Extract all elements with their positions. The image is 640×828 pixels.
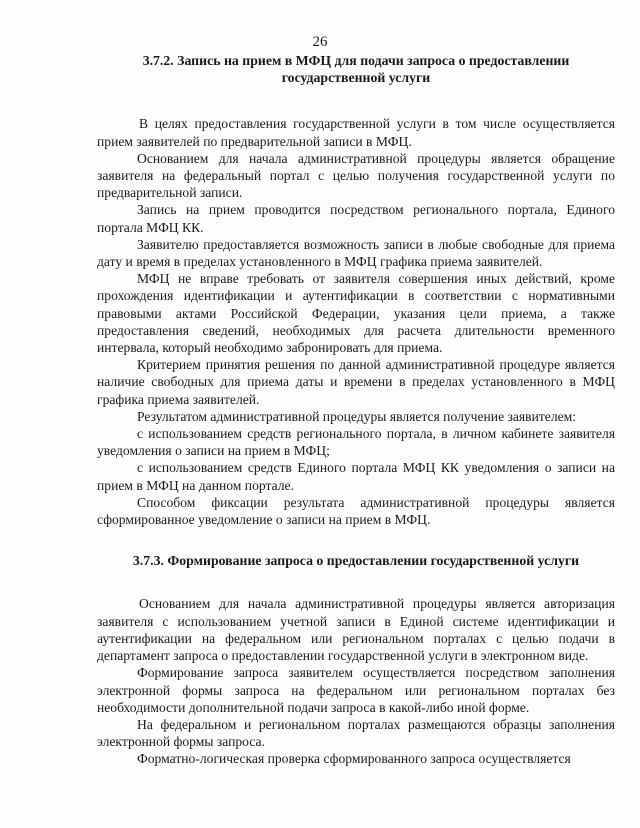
paragraph: На федеральном и региональном порталах размещаются образцы заполнения электронной формы запроса.	[97, 716, 615, 750]
section-heading-3-7-3: 3.7.3. Формирование запроса о предоставлении государственной услуги	[132, 553, 580, 569]
paragraph: В целях предоставления государственной услуги в том числе осуществляется прием заявителей по предварительной записи в МФЦ.	[97, 116, 615, 149]
page-number: 26	[312, 34, 328, 50]
paragraph: Основанием для начала административной процедуры является авторизация заявителя с использованием учетной записи в Единой системе идентификации и аутентификации на федеральном или региональном порталах с целью подачи в департамент запроса о предоставлении государственной услуги в электронном виде.	[97, 596, 615, 664]
paragraph: Форматно-логическая проверка сформированного запроса осуществляется	[137, 751, 571, 767]
paragraph: Способом фиксации результата административной процедуры является сформированное уведомление о записи на прием в МФЦ.	[97, 494, 615, 528]
paragraph: Критерием принятия решения по данной административной процедуре является наличие свободных для приема даты и времени в пределах установленного в МФЦ графика приема заявителей.	[97, 357, 615, 407]
document-body	[97, 52, 615, 768]
paragraph: Заявителю предоставляется возможность записи в любые свободные для приема дату и время в пределах установленного в МФЦ графика приема заявителей.	[97, 236, 615, 270]
paragraph: Формирование запроса заявителем осуществляется посредством заполнения электронной формы запроса на федеральном или региональном порталах без необходимости дополнительной подачи запроса в какой-либо иной форме.	[97, 665, 615, 715]
paragraph: Результатом административной процедуры является получение заявителем:	[137, 408, 577, 424]
paragraph: МФЦ не вправе требовать от заявителя совершения иных действий, кроме прохождения идентификации и аутентификации в соответствии с нормативными правовыми актами Российской Федерации, указания цели приема, а также предоставления сведений, необходимых для расчета длительности временного интервала, который необходимо забронировать для приема.	[97, 271, 615, 356]
section-heading-3-7-2: 3.7.2. Запись на прием в МФЦ для подачи запроса о предоставлении государственной услуги	[142, 53, 570, 86]
paragraph: с использованием средств Единого портала МФЦ КК уведомления о записи на прием в МФЦ на данном портале.	[97, 460, 615, 493]
paragraph: Основанием для начала административной процедуры является обращение заявителя на федеральный портал с целью получения государственной услуги по предварительной записи.	[97, 150, 615, 201]
paragraph: с использованием средств регионального портала, в личном кабинете заявителя уведомления о записи на прием в МФЦ;	[97, 426, 615, 459]
paragraph: Запись на прием проводится посредством регионального портала, Единого портала МФЦ КК.	[97, 202, 615, 235]
